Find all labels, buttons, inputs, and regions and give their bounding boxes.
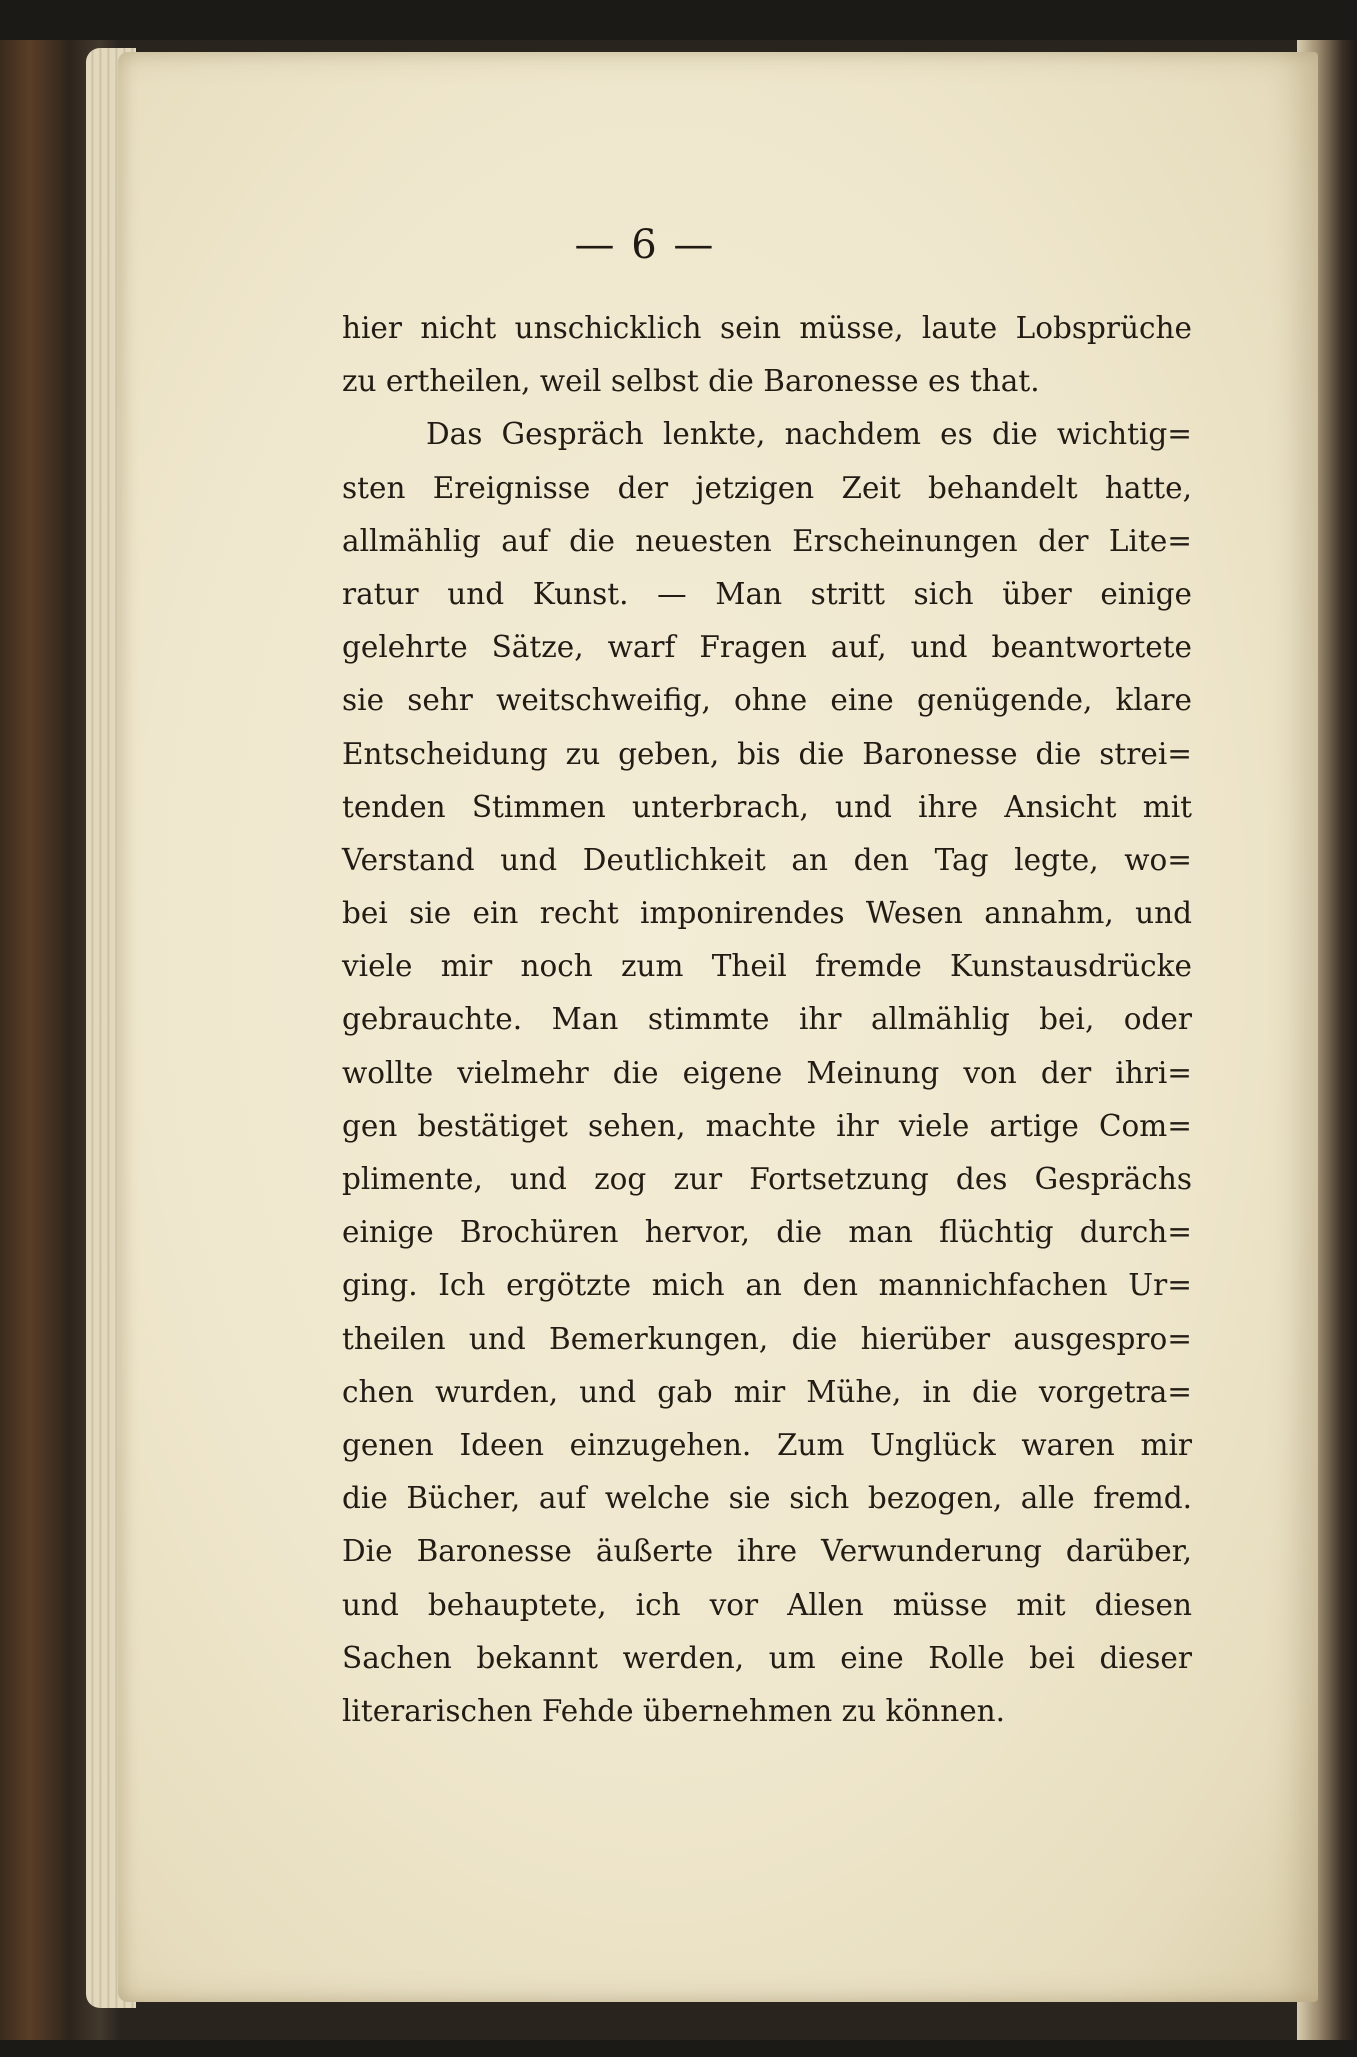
text-line: einige Brochüren hervor, die man flüchtig durch= <box>342 1215 1192 1250</box>
text-line: gelehrte Sätze, warf Fragen auf, und beantwortete <box>342 630 1192 665</box>
text-line: hier nicht unschicklich sein müsse, laute Lobsprüche <box>342 311 1192 345</box>
text-line: allmählig auf die neuesten Erscheinungen der Lite= <box>342 523 1192 558</box>
text-line: literarischen Fehde übernehmen zu können. <box>342 1693 1006 1728</box>
text-line: ratur und Kunst. — Man stritt sich über einige <box>342 576 1192 611</box>
text-line: Sachen bekannt werden, um eine Rolle bei dieser <box>342 1640 1192 1675</box>
body-text <box>342 302 1192 1738</box>
text-line: Verstand und Deutlichkeit an den Tag legte, wo= <box>342 842 1192 877</box>
text-line: gen bestätiget sehen, machte ihr viele artige Com= <box>342 1108 1192 1143</box>
text-line: Die Baronesse äußerte ihre Verwunderung darüber, <box>342 1534 1192 1569</box>
text-line: sie sehr weitschweifig, ohne eine genügende, klare <box>342 683 1192 718</box>
text-line: gebrauchte. Man stimmte ihr allmählig bei, oder <box>342 1002 1192 1037</box>
text-line: chen wurden, und gab mir Mühe, in die vorgetra= <box>342 1374 1192 1409</box>
text-line: ging. Ich ergötzte mich an den mannichfachen Ur= <box>342 1268 1192 1303</box>
text-line: tenden Stimmen unterbrach, und ihre Ansicht mit <box>342 789 1192 824</box>
text-line: genen Ideen einzugehen. Zum Unglück waren mir <box>342 1427 1192 1462</box>
text-line: wollte vielmehr die eigene Meinung von der ihri= <box>342 1055 1192 1090</box>
text-line: die Bücher, auf welche sie sich bezogen, alle fremd. <box>342 1481 1192 1516</box>
text-line: Das Gespräch lenkte, nachdem es die wichtig= <box>426 417 1192 452</box>
page-number-header: — 6 — <box>574 222 716 268</box>
text-line: Entscheidung zu geben, bis die Baronesse die strei= <box>342 736 1192 771</box>
text-line: viele mir noch zum Theil fremde Kunstausdrücke <box>342 949 1192 984</box>
text-line: plimente, und zog zur Fortsetzung des Gesprächs <box>342 1162 1192 1196</box>
text-line: zu ertheilen, weil selbst die Baronesse es that. <box>342 364 1040 399</box>
text-line: sten Ereignisse der jetzigen Zeit behandelt hatte, <box>342 470 1192 505</box>
text-line: theilen und Bemerkungen, die hierüber ausgespro= <box>342 1321 1192 1356</box>
text-line: bei sie ein recht imponirendes Wesen annahm, und <box>342 896 1192 931</box>
text-line: und behauptete, ich vor Allen müsse mit diesen <box>342 1587 1192 1622</box>
